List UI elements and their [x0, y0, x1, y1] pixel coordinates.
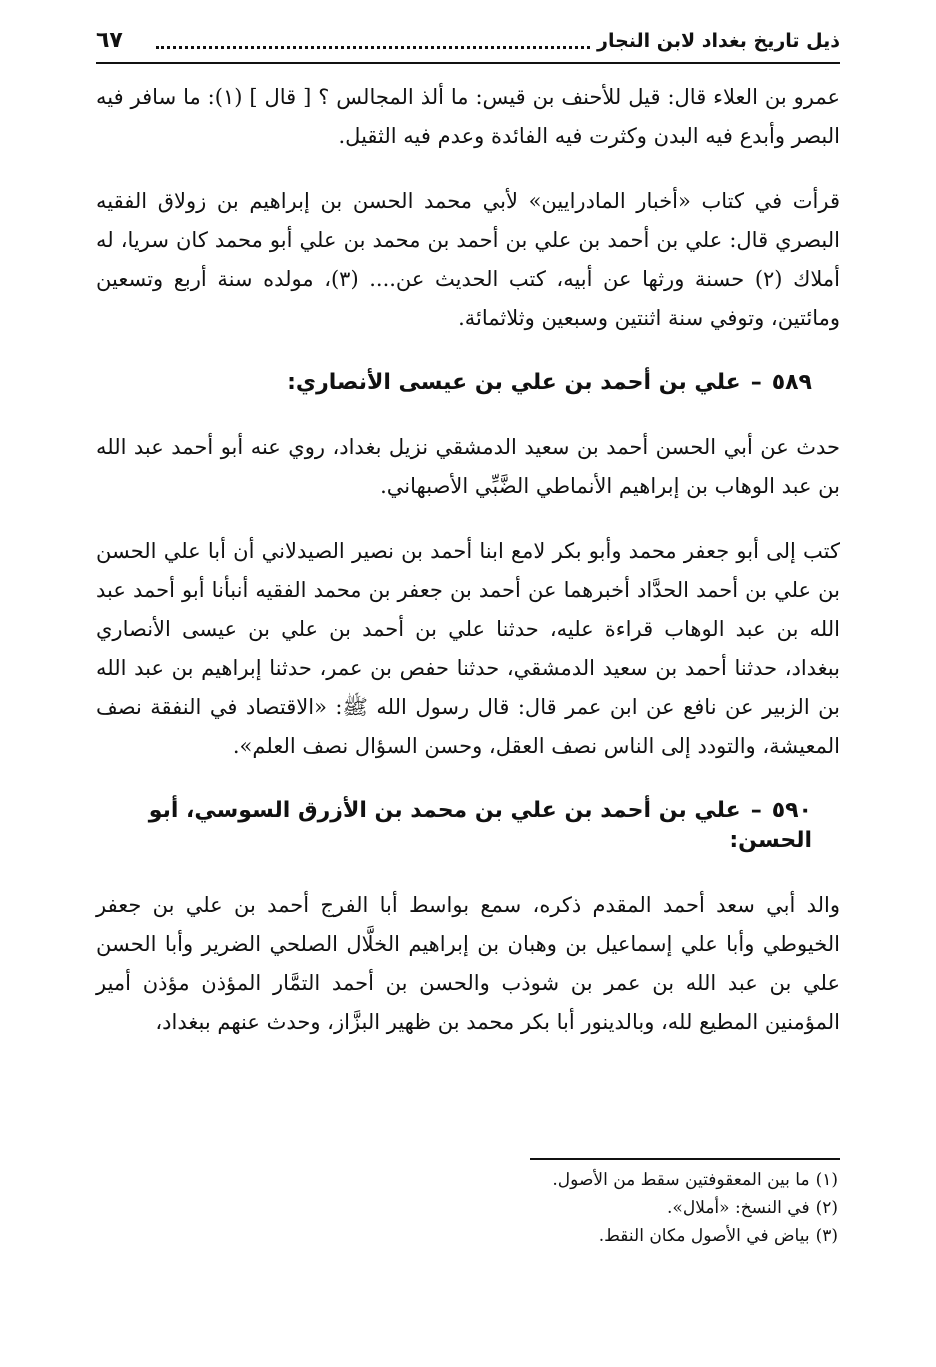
page-number: ٦٧ — [96, 28, 123, 53]
paragraph-2: قرأت في كتاب «أخبار المادرايين» لأبي محمد الحسن بن إبراهيم بن زولاق الفقيه البصري قال: علي بن أحمد بن علي بن أحمد بن محمد بن علي أبو محمد كان سريا، له أملاك (٢) حسنة ورثها عن أبيه، كتب الحديث عن.... (٣)، مولده سنة أربع وتسعين ومائتين، وتوفي سنة اثنتين وسبعين وثلاثمائة. — [96, 189, 840, 330]
footnote-number: (٣) — [815, 1226, 838, 1246]
footnotes — [96, 1158, 840, 1250]
entry-dash: – — [750, 798, 762, 823]
entry-title: علي بن أحمد بن علي بن محمد بن الأزرق السوسي، أبو الحسن: — [148, 798, 812, 853]
footnote-rule — [530, 1158, 840, 1160]
footnote-text: في النسخ: «أملال». — [667, 1198, 810, 1218]
paragraph-4: كتب إلى أبو جعفر محمد وأبو بكر لامع ابنا أحمد بن نصير الصيدلاني أن أبا علي الحسن بن علي بن أحمد الحدَّاد أخبرهما عن أحمد بن جعفر بن محمد الفقيه أنبأنا أبو أحمد عبد الله بن عبد الوهاب قراءة عليه، حدثنا علي بن أحمد بن علي بن عيسى الأنصاري ببغداد، حدثنا أحمد بن سعيد الدمشقي، حدثنا حفص بن عمر، حدثنا إبراهيم بن عبد الله بن الزبير عن نافع عن ابن عمر قال: قال رسول الله ﷺ: «الاقتصاد في النفقة نصف المعيشة، والتودد إلى الناس نصف العقل، وحسن السؤال نصف العلم». — [96, 539, 840, 758]
paragraph-3: حدث عن أبي الحسن أحمد بن سعيد الدمشقي نزيل بغداد، روي عنه أبو أحمد عبد الله بن عبد الوهاب بن إبراهيم الأنماطي الضَّبِّي الأصبهاني. — [96, 435, 840, 498]
entry-heading-589 — [96, 368, 840, 398]
book-page — [96, 22, 840, 1342]
running-header — [96, 22, 840, 64]
footnote-1 — [96, 1166, 840, 1194]
entry-heading-590 — [96, 796, 840, 856]
footnote-3 — [96, 1222, 840, 1250]
footnote-number: (٢) — [815, 1198, 838, 1218]
paragraph-1: عمرو بن العلاء قال: قيل للأحنف بن قيس: ما ألذ المجالس ؟ [ قال ] (١): ما سافر فيه البصر وأبدع فيه البدن وكثرت فيه الفائدة وعدم فيه الثقيل. — [96, 85, 840, 148]
paragraph-5: والد أبي سعد أحمد المقدم ذكره، سمع بواسط أبا الفرج أحمد بن علي بن جعفر الخيوطي وأبا علي إسماعيل بن وهبان بن إبراهيم الخلَّال الصلحي الضرير وأبا الحسن علي بن عبد الله بن عمر بن شوذب والحسن بن أحمد التمَّار المؤذن مؤذن أمير المؤمنين المطيع لله، وبالدينور أبا بكر محمد بن ظهير البزَّاز، وحدث عنهم ببغداد، — [96, 893, 840, 1034]
entry-number: ٥٩٠ — [771, 798, 812, 823]
header-dot-leader — [156, 46, 590, 49]
running-title: ذيل تاريخ بغداد لابن النجار — [597, 30, 840, 52]
entry-number: ٥٨٩ — [771, 370, 812, 395]
footnote-text: بياض في الأصول مكان النقط. — [598, 1226, 810, 1246]
entry-dash: – — [750, 370, 762, 395]
footnote-number: (١) — [815, 1170, 838, 1190]
footnote-text: ما بين المعقوفتين سقط من الأصول. — [552, 1170, 810, 1190]
footnote-2 — [96, 1194, 840, 1222]
entry-title: علي بن أحمد بن علي بن عيسى الأنصاري: — [287, 370, 741, 395]
